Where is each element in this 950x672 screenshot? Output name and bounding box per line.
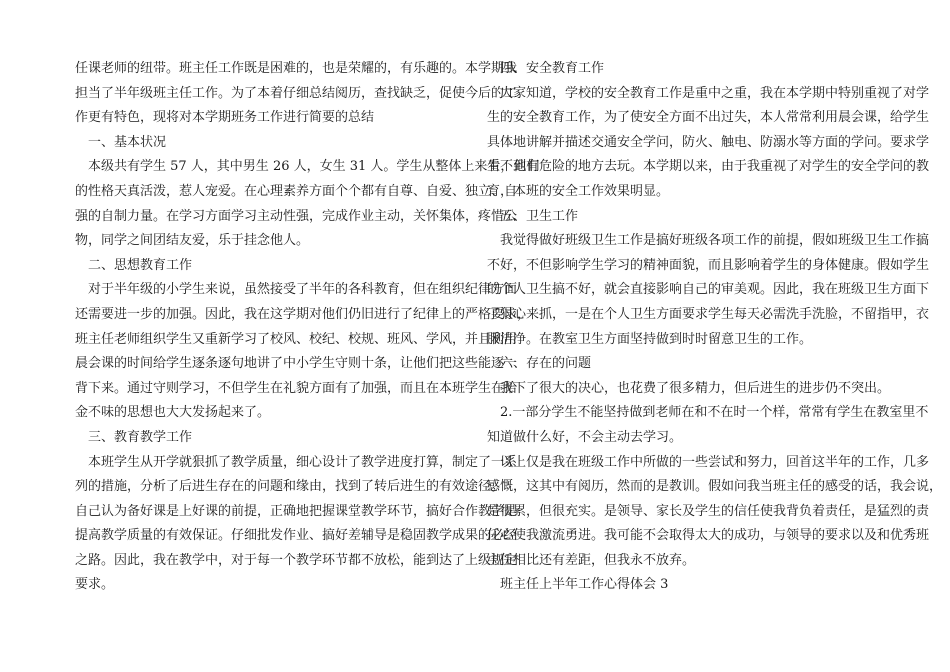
paragraph-line: 班主任老师组织学生又重新学习了校风、校纪、校规、班风、学风，并且利用 [75, 331, 518, 347]
paragraph-line: 2.一部分学生不能坚持做到老师在和不在时一个样，常常有学生在教室里不 [500, 405, 929, 421]
intro-line: 任课老师的纽带。班主任工作既是困难的，也是荣耀的，有乐趣的。本学期我 [75, 61, 518, 76]
paragraph-line: 具体地讲解并描述交通安全学问，防火、触电、防溺水等方面的学问。要求学 [487, 134, 930, 150]
section-heading-safety-education: 四、安全教育工作 [500, 61, 605, 76]
right-column [487, 57, 943, 598]
paragraph-line: 要求。 [75, 577, 115, 593]
paragraph-line: 本级共有学生 57 人，其中男生 26 人，女生 31 人。学生从整体上来看，他们 [88, 159, 540, 175]
paragraph-line: 感慨，这其中有阅历，然而的是教训。假如问我当班主任的感受的话，我会说， [487, 479, 943, 495]
paragraph-line: 生的安全教育工作，为了使安全方面不出过失，本人常常利用晨会课，给学生 [487, 110, 930, 126]
paragraph-line: 自己认为备好课是上好课的前提，正确地把握课堂教学环节，搞好合作教学是 [75, 503, 518, 519]
paragraph-line: 大家知道，学校的安全教育工作是重中之重，我在本学期中特别重视了对学 [500, 85, 930, 101]
intro-line: 作更有特色，现将对本学期班务工作进行简要的总结 [75, 110, 375, 126]
section-heading-existing-problems: 六、存在的问题 [500, 356, 592, 372]
paragraph-line: 以上仅是我在班级工作中所做的一些尝试和努力，回首这半年的工作，几多 [500, 454, 930, 470]
paragraph-line: 育，本班的安全工作效果明显。 [487, 183, 670, 199]
section-heading-hygiene-work: 五、卫生工作 [500, 208, 579, 224]
paragraph-line: 提高教学质量的有效保证。仔细批发作业、搞好差辅导是稳固教学成果的必经 [75, 528, 518, 544]
paragraph-line: 晨会课的时间给学生逐条逐句地讲了中小学生守则十条，让他们把这些能逐一 [75, 356, 518, 372]
paragraph-line: 了狠心来抓，一是在个人卫生方面要求学生每天必需洗手洗脸，不留指甲，衣 [487, 306, 930, 322]
paragraph-line: 强的自制力量。在学习方面学习主动性强，完成作业主动，关怀集体，疼惜公 [75, 208, 518, 224]
paragraph-line: 是很累，但很充实。是领导、家长及学生的信任使我背负着责任，是猛烈的责 [487, 503, 930, 519]
paragraph-line: 之路。因此，我在教学中，对于每一个教学环节都不放松，能到达了上级规定 [75, 552, 518, 568]
paragraph-line: 本班学生从开学就狠抓了教学质量，细心设计了教学进度打算，制定了一系 [88, 454, 518, 470]
section-heading-basic-situation: 一、基本状况 [88, 134, 167, 150]
paragraph-line: 知道做什么好，不会主动去学习。 [487, 429, 683, 445]
paragraph-line: 主任相比还有差距，但我永不放弃。 [487, 552, 696, 568]
paragraph-line: 我下了很大的决心，也花费了很多精力，但后进生的进步仍不突出。 [500, 380, 891, 396]
paragraph-line: 任心使我激流勇进。我可能不会取得太大的成功，与领导的要求以及和优秀班 [487, 528, 930, 544]
intro-line: 担当了半年级班主任工作。为了本着仔细总结阅历，查找缺乏，促使今后的工 [75, 85, 518, 101]
paragraph-line: 还需要进一步的加强。因此，我在这学期对他们仍旧进行了纪律上的严格要求， [75, 306, 531, 322]
paragraph-line: 的性格天真活泼，惹人宠爱。在心理素养方面个个都有自尊、自爱、独立、自 [75, 183, 518, 199]
paragraph-line: 对于半年级的小学生来说，虽然接受了半年的各科教育，但在组织纪律方面 [88, 282, 518, 298]
paragraph-line: 背下来。通过守则学习，不但学生在礼貌方面有了加强，而且在本班学生在拾 [75, 380, 518, 396]
paragraph-line: 服洁净。在教室卫生方面坚持做到时时留意卫生的工作。 [487, 331, 813, 347]
next-article-title: 班主任上半年工作心得体会 3 [500, 577, 669, 593]
paragraph-line: 的个人卫生搞不好，就会直接影响自己的审美观。因此，我在班级卫生方面下 [487, 282, 930, 298]
paragraph-line: 列的措施，分析了后进生存在的问题和缘由，找到了转后进生的有效途径。 [75, 479, 505, 495]
paragraph-line: 不好，不但影响学生学习的精神面貌，而且影响着学生的身体健康。假如学生 [487, 257, 930, 273]
paragraph-line: 生不到有危险的地方去玩。本学期以来，由于我重视了对学生的安全学问的教 [487, 159, 930, 175]
paragraph-line: 物，同学之间团结友爱，乐于挂念他人。 [75, 233, 310, 249]
paragraph-line: 金不味的思想也大大发扬起来了。 [75, 405, 271, 421]
section-heading-teaching-work: 三、教育教学工作 [88, 429, 193, 445]
paragraph-line: 我觉得做好班级卫生工作是搞好班级各项工作的前提，假如班级卫生工作搞 [500, 233, 930, 249]
section-heading-ideological-education: 二、思想教育工作 [88, 257, 193, 273]
